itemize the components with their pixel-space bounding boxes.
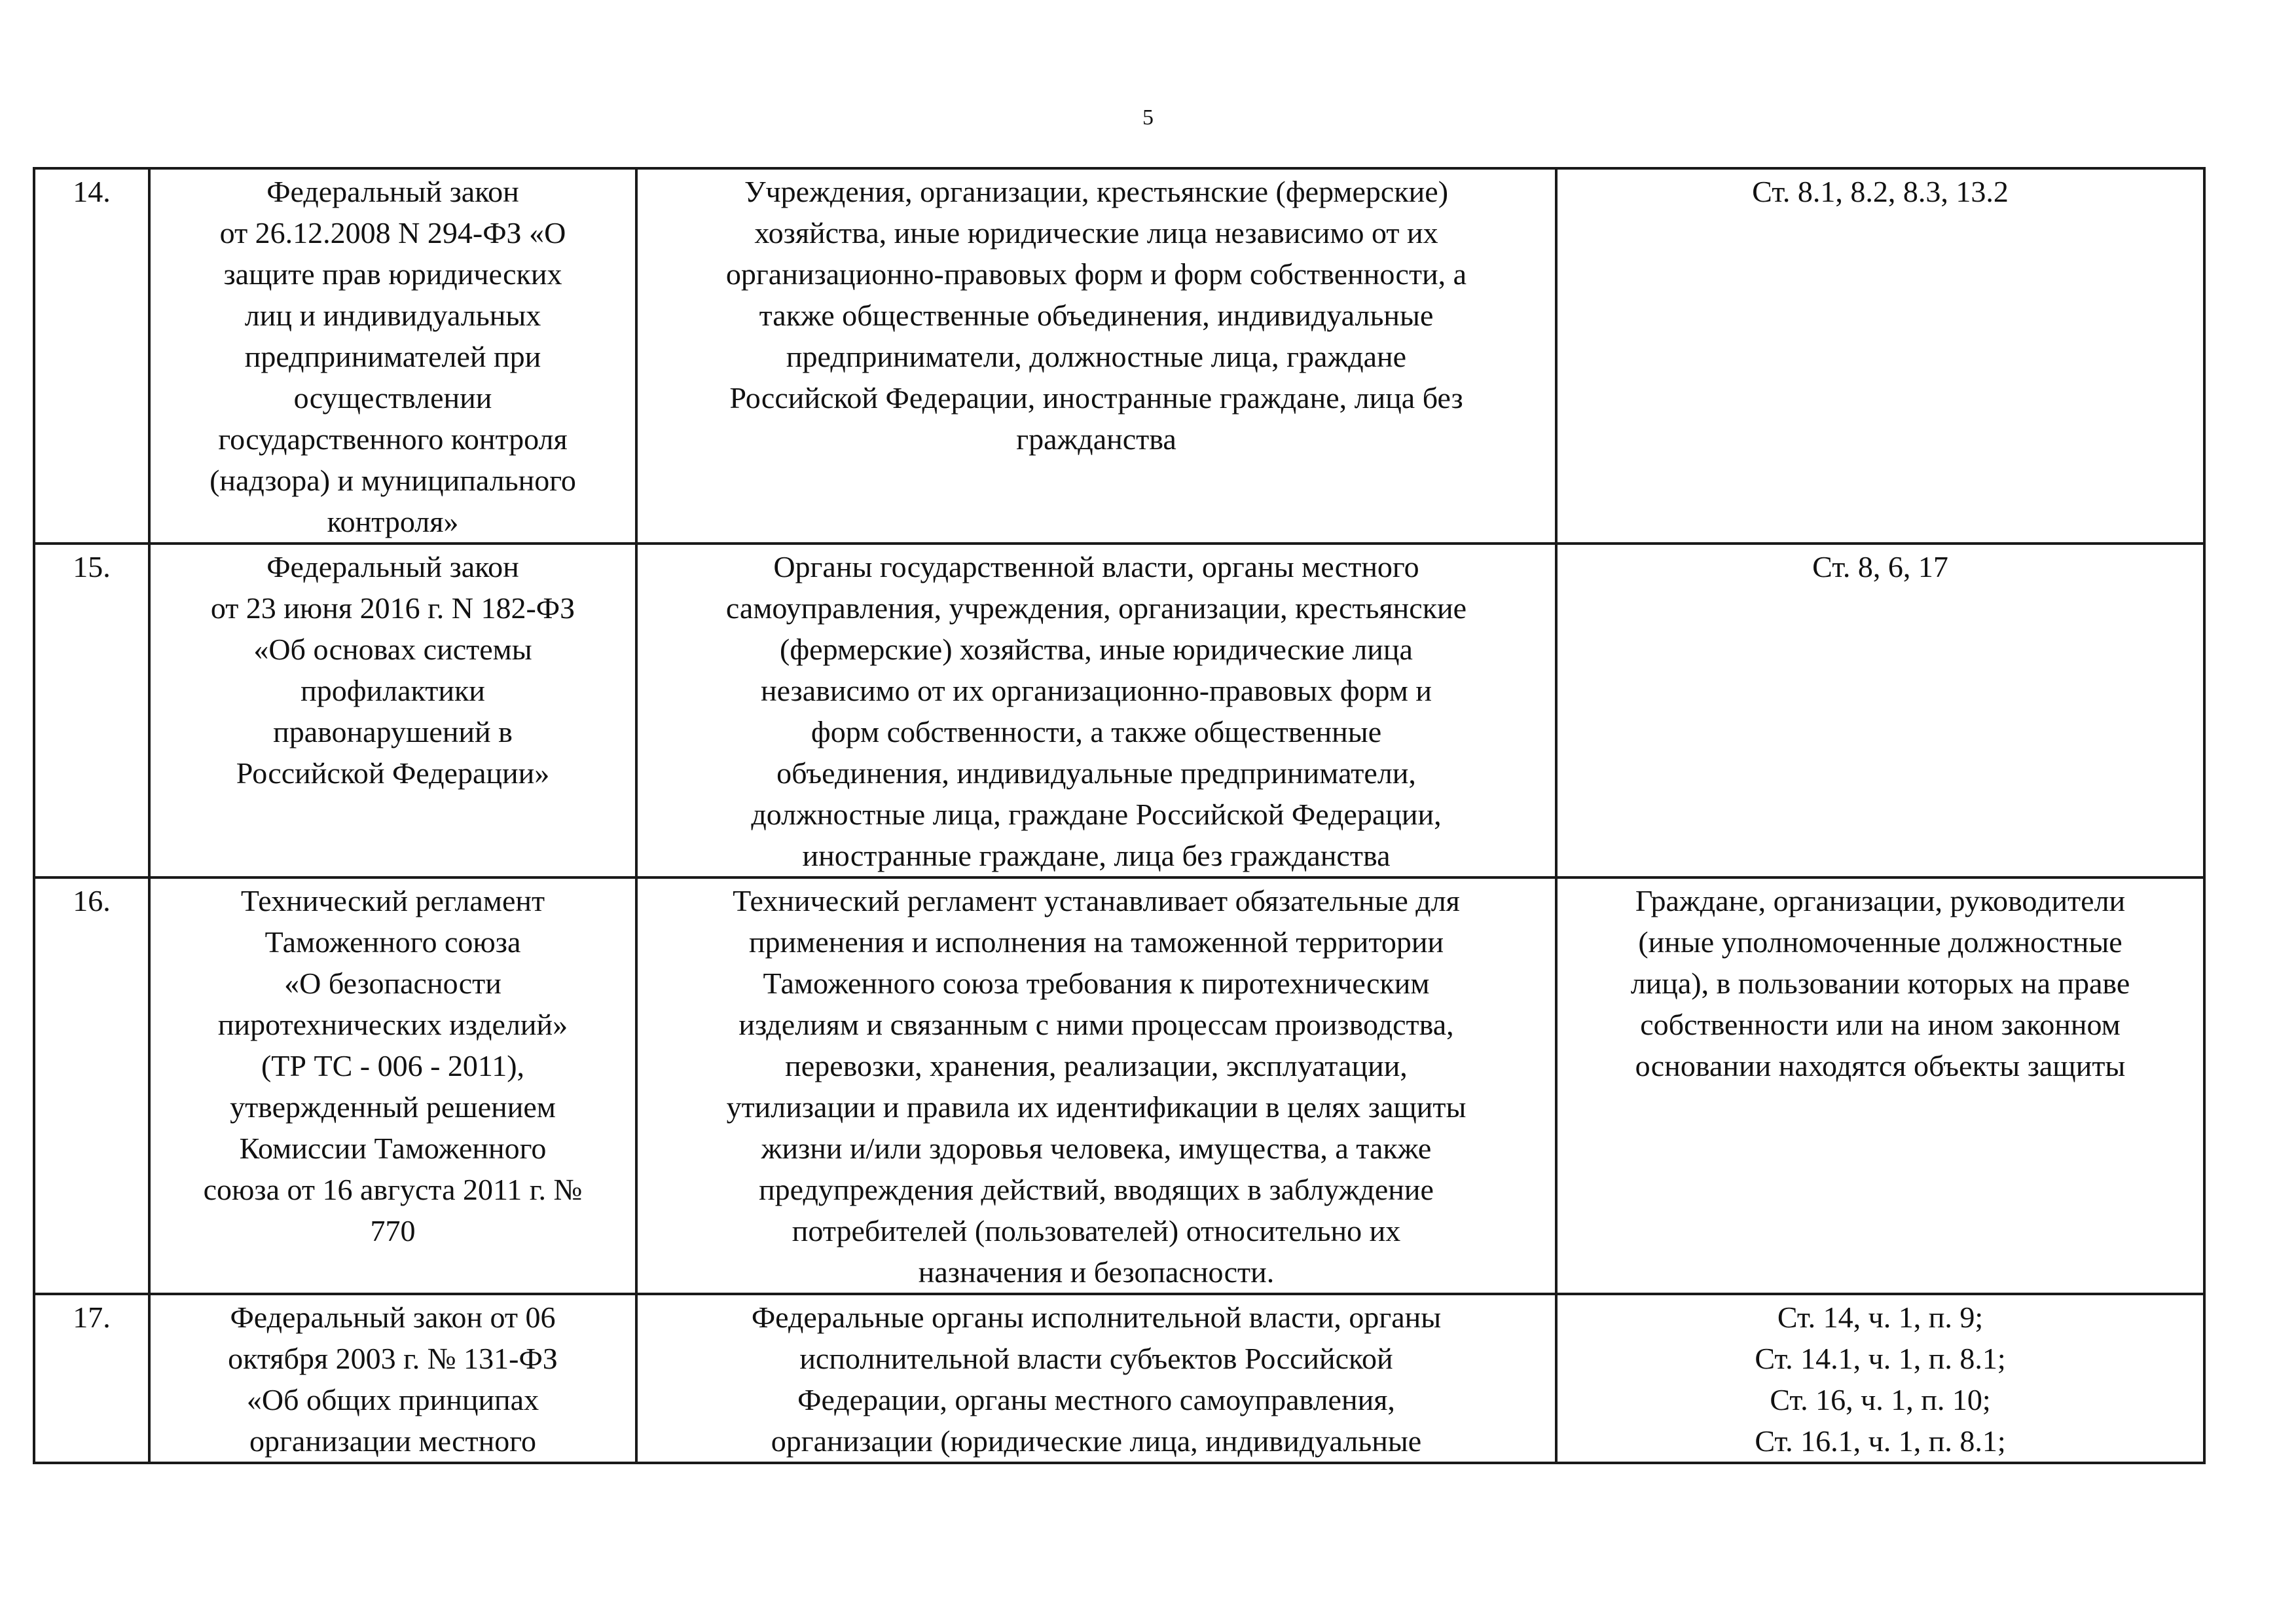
document-line: от 23 июня 2016 г. N 182-ФЗ	[210, 591, 575, 625]
subjects-line: самоуправления, учреждения, организации, крестьянские	[725, 591, 1467, 625]
page-number: 5	[1142, 105, 1154, 130]
subjects-cell	[636, 544, 1556, 877]
subjects-line: применения и исполнения на таможенной территории	[748, 925, 1444, 959]
subjects-line: должностные лица, граждане Российской Федерации,	[751, 798, 1442, 831]
document-cell	[149, 544, 636, 877]
subjects-line: хозяйства, иные юридические лица независимо от их	[754, 216, 1438, 249]
document-line: организации местного	[249, 1424, 536, 1458]
table-row	[34, 168, 2204, 544]
document-line: пиротехнических изделий»	[217, 1008, 568, 1041]
row-number: 17.	[73, 1301, 111, 1334]
row-number: 14.	[73, 175, 111, 208]
subjects-line: Органы государственной власти, органы местного	[773, 550, 1419, 583]
articles-line: Ст. 8.1, 8.2, 8.3, 13.2	[1752, 175, 2009, 208]
document-line: октября 2003 г. № 131-ФЗ	[228, 1342, 558, 1375]
subjects-line: Технический регламент устанавливает обязательные для	[733, 884, 1460, 917]
document-line: от 26.12.2008 N 294-ФЗ «О	[219, 216, 566, 249]
document-cell	[149, 168, 636, 544]
legal-acts-table	[33, 167, 2206, 1464]
articles-line: Граждане, организации, руководители	[1635, 884, 2126, 917]
document-line: государственного контроля	[218, 422, 568, 456]
document-line: профилактики	[301, 674, 485, 707]
document-line: 770	[370, 1214, 416, 1247]
document-line: Российской Федерации»	[236, 756, 550, 790]
subjects-line: гражданства	[1016, 422, 1176, 456]
subjects-line: Федерации, органы местного самоуправления,	[797, 1383, 1395, 1416]
articles-cell	[1556, 877, 2204, 1294]
row-number-cell	[34, 544, 149, 877]
document-line: лиц и индивидуальных	[244, 299, 541, 332]
subjects-cell	[636, 877, 1556, 1294]
subjects-line: перевозки, хранения, реализации, эксплуатации,	[785, 1049, 1408, 1082]
document-line: Таможенного союза	[264, 925, 521, 959]
subjects-line: изделиям и связанным с ними процессам производства,	[738, 1008, 1454, 1041]
document-line: «О безопасности	[284, 967, 501, 1000]
subjects-line: объединения, индивидуальные предприниматели,	[776, 756, 1416, 790]
table-row	[34, 1294, 2204, 1463]
subjects-cell	[636, 1294, 1556, 1463]
subjects-line: потребителей (пользователей) относительно их	[792, 1214, 1401, 1247]
document-line: Федеральный закон	[266, 175, 519, 208]
row-number: 15.	[73, 550, 111, 583]
document-line: осуществлении	[293, 381, 492, 415]
subjects-line: Федеральные органы исполнительной власти, органы	[751, 1301, 1442, 1334]
row-number-cell	[34, 1294, 149, 1463]
document-line: правонарушений в	[273, 715, 513, 748]
document-line: утвержденный решением	[230, 1090, 556, 1124]
subjects-line: предприниматели, должностные лица, граждане	[786, 340, 1407, 373]
subjects-line: назначения и безопасности.	[918, 1255, 1275, 1289]
table-row	[34, 544, 2204, 877]
articles-cell	[1556, 1294, 2204, 1463]
articles-line: лица), в пользовании которых на праве	[1630, 967, 2130, 1000]
row-number: 16.	[73, 884, 111, 917]
document-line: Федеральный закон от 06	[230, 1301, 556, 1334]
articles-line: Ст. 8, 6, 17	[1812, 550, 1948, 583]
document-line: контроля»	[327, 505, 459, 538]
articles-line: Ст. 14.1, ч. 1, п. 8.1;	[1755, 1342, 2006, 1375]
subjects-line: утилизации и правила их идентификации в целях защиты	[726, 1090, 1467, 1124]
document-line: (надзора) и муниципального	[210, 464, 576, 497]
document-line: защите прав юридических	[223, 257, 562, 291]
articles-line: Ст. 16, ч. 1, п. 10;	[1770, 1383, 1991, 1416]
articles-line: основании находятся объекты защиты	[1635, 1049, 2126, 1082]
articles-cell	[1556, 544, 2204, 877]
subjects-line: также общественные объединения, индивидуальные	[759, 299, 1434, 332]
document-cell	[149, 877, 636, 1294]
document-line: Комиссии Таможенного	[239, 1132, 547, 1165]
subjects-line: организации (юридические лица, индивидуальные	[771, 1424, 1422, 1458]
subjects-line: форм собственности, а также общественные	[811, 715, 1382, 748]
subjects-line: организационно-правовых форм и форм собственности, а	[725, 257, 1467, 291]
document-cell	[149, 1294, 636, 1463]
articles-line: Ст. 14, ч. 1, п. 9;	[1777, 1301, 1984, 1334]
row-number-cell	[34, 877, 149, 1294]
articles-line: Ст. 16.1, ч. 1, п. 8.1;	[1755, 1424, 2006, 1458]
subjects-line: предупреждения действий, вводящих в заблуждение	[759, 1173, 1434, 1206]
subjects-line: Учреждения, организации, крестьянские (фермерские)	[744, 175, 1449, 208]
articles-line: собственности или на ином законном	[1640, 1008, 2121, 1041]
subjects-line: (фермерские) хозяйства, иные юридические лица	[780, 633, 1413, 666]
articles-cell	[1556, 168, 2204, 544]
document-line: Федеральный закон	[266, 550, 519, 583]
document-line: «Об основах системы	[253, 633, 532, 666]
subjects-line: исполнительной власти субъектов Российской	[799, 1342, 1393, 1375]
subjects-line: Таможенного союза требования к пиротехническим	[763, 967, 1430, 1000]
subjects-cell	[636, 168, 1556, 544]
subjects-line: Российской Федерации, иностранные граждане, лица без	[729, 381, 1463, 415]
articles-line: (иные уполномоченные должностные	[1638, 925, 2123, 959]
document-line: союза от 16 августа 2011 г. №	[203, 1173, 583, 1206]
subjects-line: независимо от их организационно-правовых форм и	[760, 674, 1432, 707]
document-line: предпринимателей при	[244, 340, 541, 373]
document-line: «Об общих принципах	[246, 1383, 539, 1416]
document-line: Технический регламент	[240, 884, 545, 917]
subjects-line: иностранные граждане, лица без гражданства	[802, 839, 1391, 872]
row-number-cell	[34, 168, 149, 544]
table-row	[34, 877, 2204, 1294]
subjects-line: жизни и/или здоровья человека, имущества, а также	[761, 1132, 1432, 1165]
document-line: (ТР ТС - 006 - 2011),	[261, 1049, 525, 1082]
